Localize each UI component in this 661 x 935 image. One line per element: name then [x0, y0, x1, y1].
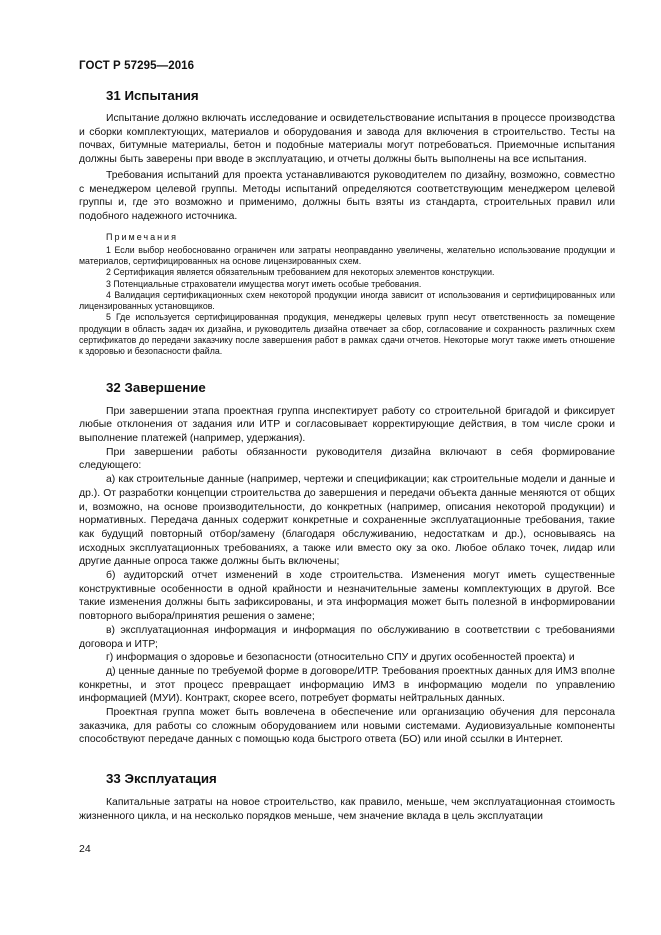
list-item: б) аудиторский отчет изменений в ходе строительства. Изменения могут иметь существенные конструктивные особенности в одной крайности и незначительные замены комплектующих в другой. Все такие изменения должны быть зафиксированы, и эта информация может быть полезной в информировании повторного выбора/принятия решения о замене;	[79, 570, 615, 623]
note-item: 3 Потенциальные страхователи имущества могут иметь особые требования.	[106, 278, 422, 289]
section-title: 33 Эксплуатация	[106, 771, 217, 787]
page-number: 24	[79, 843, 91, 855]
list-item: г) информация о здоровье и безопасности (относительно СПУ и других особенностей проекта) и	[106, 652, 575, 664]
list-item: в) эксплуатационная информация и информация по обслуживанию в соответствии с требованиями договора и ИТР;	[79, 624, 615, 650]
paragraph: Испытание должно включать исследование и освидетельствование испытания в процессе производства и сборки комплектующих, материалов и оборудования и завода для включения в строительство. Тесты на почвах, битумные материалы, бетон и подобные материалы могут потребоваться. Приемочные испытания должны быть заверены при вводе в эксплуатацию, и отчеты должны быть выполнены на все испытания.	[79, 113, 615, 166]
section-title: 31 Испытания	[106, 88, 199, 103]
note-item: 5 Где используется сертифицированная продукция, менеджеры целевых групп несут ответственность за помещение продукции в область задач их дизайна, и руководитель дизайна отвечает за сбор, согласование и сохранность различных схем сертификатов до передачи заказчику после завершения работ в рамках сдачи отчетов. Некоторые могут также иметь отношение к здоровью и безопасности файла.	[79, 312, 615, 357]
note-item: 2 Сертификация является обязательным требованием для некоторых элементов конструкции.	[106, 267, 495, 278]
section-31-tests	[79, 88, 615, 358]
section-title: 32 Завершение	[106, 379, 206, 395]
document-header: ГОСТ Р 57295—2016	[79, 60, 195, 72]
paragraph: Проектная группа может быть вовлечена в обеспечение или организацию обучения для персонала заказчика, для работы со сложным оборудованием или новыми системами. Аудиовизуальные компоненты способствуют передаче данных с помощью кода быстрого ответа (БО) или иной ссылки в Интернет.	[79, 707, 615, 746]
paragraph: При завершении этапа проектная группа инспектирует работу со строительной бригадой и фиксирует любые отклонения от задания или ИТР и согласовывает корректирующие действия, в том числе сроки и выполнение платежей (например, удержания).	[79, 405, 615, 444]
page-content	[79, 88, 615, 824]
notes-block	[79, 232, 615, 358]
paragraph: При завершении работы обязанности руководителя дизайна включают в себя формирование следующего:	[79, 446, 615, 472]
notes-title: Примечания	[106, 231, 178, 242]
list-item: д) ценные данные по требуемой форме в договоре/ИТР. Требования проектных данных для ИМЗ вполне конкретны, и этот процесс превращает информацию ИМЗ в информацию модели по управлению информацией (МУИ). Контракт, скорее всего, потребует форматы нейтральных данных.	[79, 665, 615, 705]
list-item: а) как строительные данные (например, чертежи и спецификации; как строительные модели и данные и др.). От разработки концепции строительства до завершения и передачи объекта данные меняются от общих и, возможно, на основе производительности, до конкретных (например, описания некоторой продукции) и нормативных. Передача данных содержит конкретные и сохраненные эксплуатационные требования, такие как будущий повторный отбор/замену (благодаря обслуживанию, недостаткам и др.), основываясь на исходных эксплуатационных требованиях, а также или вместо оку за око. Любое облако точек, лидар или другие данные опроса также должны быть включены;	[79, 474, 615, 568]
note-item: 1 Если выбор необоснованно ограничен или затраты неоправданно увеличены, желательно использование продукции и материалов, сертифицированных на основе лицензированных схем.	[79, 244, 615, 266]
note-item: 4 Валидация сертификационных схем некоторой продукции иногда зависит от использования и сертифицированных или лицензированных установщиков.	[79, 289, 615, 312]
paragraph: Требования испытаний для проекта устанавливаются руководителем по дизайну, возможно, совместно с менеджером целевой группы. Методы испытаний определяются соответствующим менеджером целевой группы и, где это возможно и применимо, должны быть взяты из стандарта, строительных правил или подобного надежного источника.	[79, 169, 615, 222]
section-33-operation	[79, 771, 615, 823]
paragraph: Капитальные затраты на новое строительство, как правило, меньше, чем эксплуатационная стоимость жизненного цикла, и на несколько порядков меньше, чем значение вклада в цель эксплуатации	[79, 797, 615, 822]
section-32-completion	[79, 380, 615, 748]
